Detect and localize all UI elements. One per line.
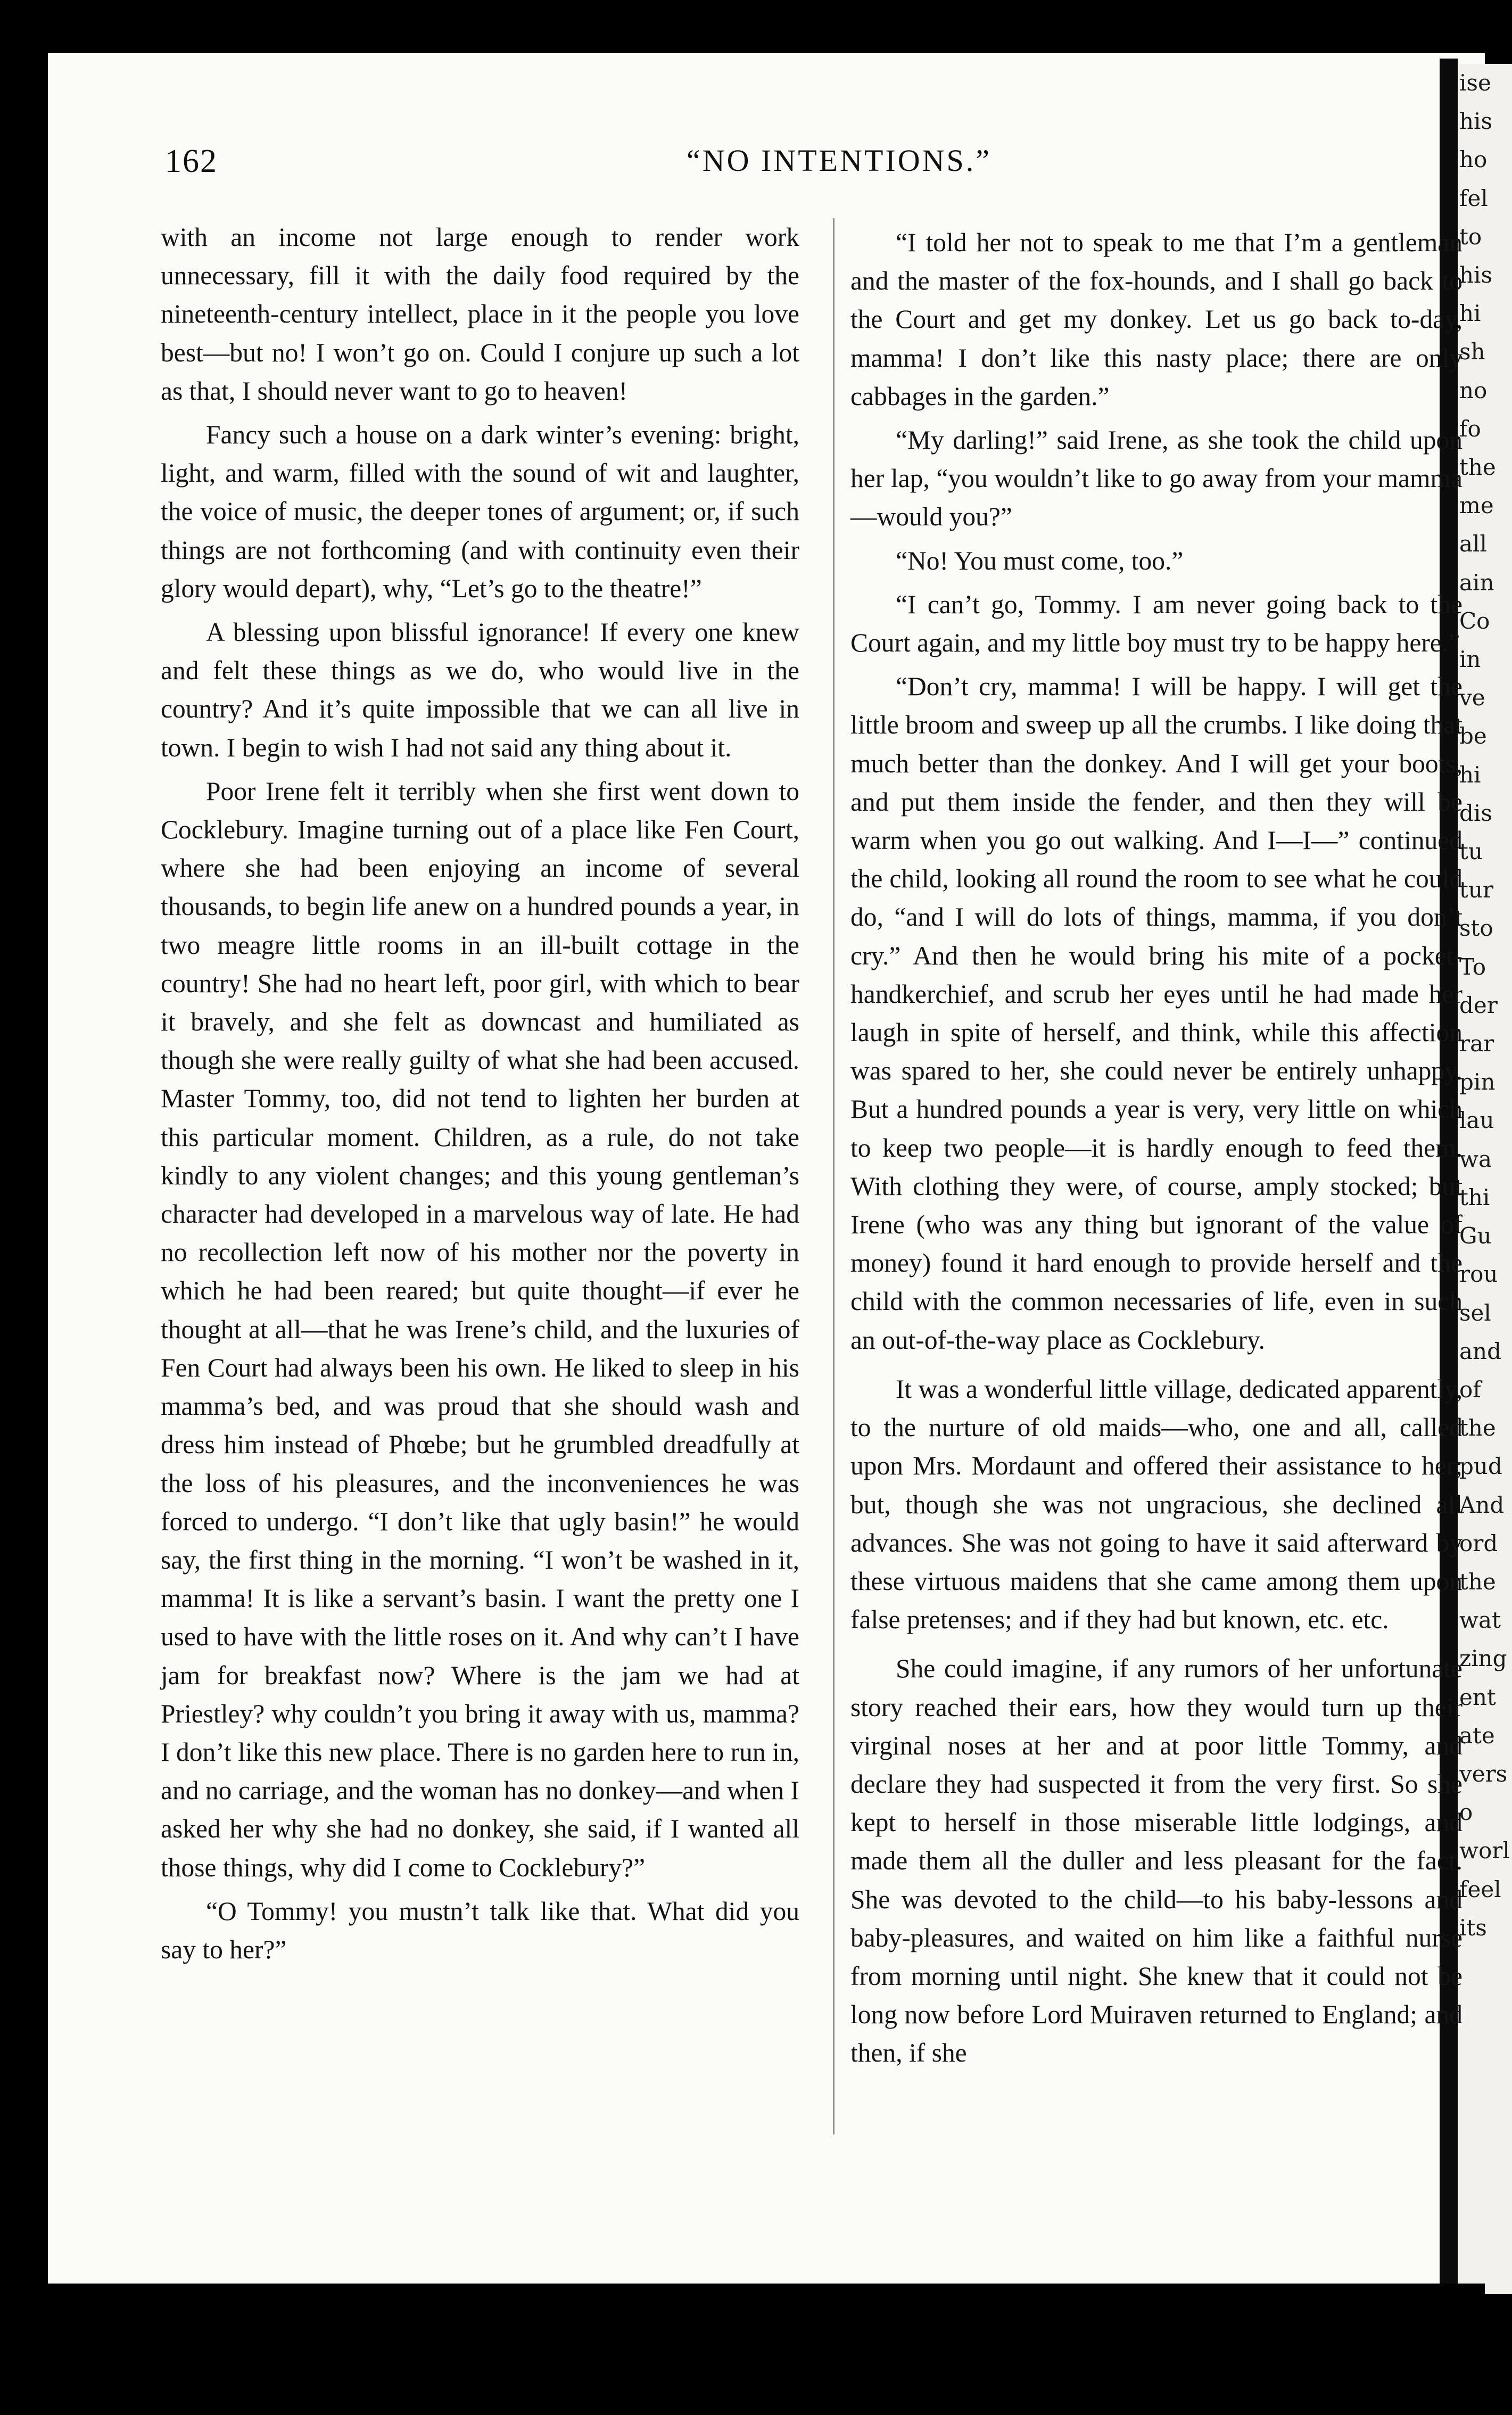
- edge-fragment: dis: [1459, 799, 1492, 826]
- paragraph: She could imagine, if any rumors of her unfortunate story reached their ears, how they would turn up their virginal noses at her and at poor little Tommy, and declare they had suspected it from the very first. So she kept to herself in those miserable little lodgings, and made them all the duller and less pleasant for the fact. She was devoted to the child—to his baby-lessons and baby-pleasures, and waited on him like a faithful nurse from morning until night. She knew that it could not be long now before Lord Muiraven returned to England; and then, if she: [850, 1654, 1463, 2068]
- paragraph: “Don’t cry, mamma! I will be happy. I will get the little broom and sweep up all the crumbs. I like doing that much better than the donkey. And I will get your boots, and put them inside the fender, and then they will be warm when you go out walking. And I—I—” continued the child, looking all round the room to see what he could do, “and I will do lots of things, mamma, if you don’t cry.” And then he would bring his mite of a pocket-handkerchief, and scrub her eyes until he had made her laugh in spite of herself, and think, while this affection was spared to her, she could never be entirely unhappy. But a hundred pounds a year is very, very little on which to keep two people—it is hardly enough to feed them. With clothing they were, of course, amply stocked; but Irene (who was any thing but ignorant of the value of money) found it hard enough to provide herself and the child with the common necessaries of life, even in such an out-of-the-way place as Cocklebury.: [850, 672, 1463, 1355]
- edge-fragment: pud: [1459, 1453, 1502, 1480]
- edge-fragment: zing: [1459, 1645, 1507, 1672]
- edge-fragment: sel: [1459, 1299, 1491, 1326]
- edge-fragment: fel: [1459, 185, 1488, 211]
- paragraph: “I told her not to speak to me that I’m a gentleman and the master of the fox-hounds, and I shall go back to the Court and get my donkey. Let us go back to-day, mamma! I don’t like this nasty place; there are only cabbages in the garden.”: [850, 228, 1463, 411]
- edge-fragment: the: [1459, 1415, 1496, 1441]
- edge-fragment: Co: [1459, 607, 1490, 634]
- edge-fragment: feel: [1459, 1876, 1501, 1902]
- edge-fragment: tur: [1459, 877, 1494, 903]
- edge-fragment: lau: [1459, 1107, 1494, 1134]
- edge-fragment: fo: [1459, 415, 1481, 442]
- scan-border: [48, 2284, 1485, 2411]
- paragraph: “O Tommy! you mustn’t talk like that. What did you say to her?”: [161, 1896, 799, 1964]
- edge-fragment: der: [1459, 992, 1498, 1018]
- edge-fragment: be: [1459, 723, 1487, 749]
- edge-fragment: wat: [1459, 1607, 1501, 1634]
- edge-fragment: ve: [1459, 685, 1485, 711]
- edge-fragment: vers: [1459, 1760, 1508, 1787]
- edge-fragment: And: [1459, 1491, 1505, 1518]
- edge-fragment: of: [1459, 1376, 1481, 1403]
- adjacent-page-edge: [1459, 64, 1512, 2294]
- edge-fragment: to: [1459, 223, 1482, 250]
- edge-fragment: the: [1459, 1568, 1496, 1595]
- edge-fragment: sh: [1459, 339, 1485, 365]
- edge-fragment: hi: [1459, 761, 1481, 788]
- edge-fragment: ise: [1459, 70, 1491, 96]
- edge-fragment: ho: [1459, 146, 1488, 173]
- left-column: [161, 218, 799, 1969]
- edge-fragment: worl: [1459, 1837, 1510, 1864]
- edge-fragment: the: [1459, 454, 1496, 481]
- edge-fragment: o: [1459, 1799, 1473, 1826]
- edge-fragment: its: [1459, 1914, 1487, 1941]
- edge-fragment: ent: [1459, 1684, 1496, 1710]
- edge-fragment: pin: [1459, 1069, 1496, 1095]
- paragraph: “My darling!” said Irene, as she took the child upon her lap, “you wouldn’t like to go away from your mamma—would you?”: [850, 425, 1463, 532]
- edge-fragment: thi: [1459, 1184, 1490, 1210]
- edge-fragment: no: [1459, 377, 1488, 403]
- edge-fragment: To: [1459, 953, 1486, 980]
- edge-fragment: rar: [1459, 1031, 1494, 1057]
- paragraph: A blessing upon blissful ignorance! If every one knew and felt these things as we do, who would live in the country? And it’s quite impossible that we can all live in town. I begin to wish I had not said any thing about it.: [161, 617, 799, 762]
- edge-fragment: all: [1459, 531, 1487, 557]
- edge-fragment: his: [1459, 108, 1493, 135]
- paragraph: Fancy such a house on a dark winter’s evening: bright, light, and warm, filled with the sound of wit and laughter, the voice of music, the deeper tones of argument; or, if such things are not forthcoming (and with continuity even their glory would depart), why, “Let’s go to the theatre!”: [161, 420, 799, 603]
- running-head: “NO INTENTIONS.”: [687, 143, 992, 178]
- edge-fragment: his: [1459, 262, 1493, 289]
- edge-fragment: ain: [1459, 569, 1494, 596]
- edge-fragment: and: [1459, 1338, 1501, 1364]
- edge-fragment: ate: [1459, 1722, 1495, 1749]
- edge-fragment: wa: [1459, 1145, 1492, 1172]
- edge-fragment: hi: [1459, 300, 1481, 327]
- paragraph: “No! You must come, too.”: [896, 546, 1184, 575]
- edge-fragment: in: [1459, 646, 1481, 673]
- page-number: 162: [165, 143, 218, 179]
- paragraph: It was a wonderful little village, dedicated apparently, to the nurture of old maids—who, one and all, called upon Mrs. Mordaunt and offered their assistance to her; but, though she was not ungracious, she declined all advances. She was not going to have it said afterward by these virtuous maidens that she came among them upon false pretenses; and if they had but known, etc. etc.: [850, 1374, 1463, 1635]
- edge-fragment: tu: [1459, 838, 1483, 865]
- right-column: [850, 218, 1463, 2073]
- edge-fragment: Gu: [1459, 1223, 1492, 1249]
- page-header: [0, 0, 1394, 179]
- edge-fragment: me: [1459, 492, 1494, 519]
- paragraph: Poor Irene felt it terribly when she first went down to Cocklebury. Imagine turning out of a place like Fen Court, where she had been enjoying an income of several thousands, to begin life anew on a hundred pounds a year, in two meagre little rooms in an ill-built cottage in the country! She had no heart left, poor girl, with which to bear it bravely, and she felt as downcast and humiliated as though she were really guilty of what she had been accused. Master Tommy, too, did not tend to lighten her burden at this particular moment. Children, as a rule, do not take kindly to any violent changes; and this young gentleman’s character had developed in a marvelous way of late. He had no recollection left now of his mother nor the poverty in which he had been reared; but quite thought—if ever he thought at all—that he was Irene’s child, and the luxuries of Fen Court had always been his own. He liked to sleep in his mamma’s bed, and was proud that she should wash and dress him instead of Phœbe; but he grumbled dreadfully at the loss of his pleasures, and the inconveniences he was forced to undergo. “I don’t like that ugly basin!” he would say, the first thing in the morning. “I won’t be washed in it, mamma! It is like a servant’s basin. I want the pretty one I used to have with the little roses on it. And why can’t I have jam for breakfast now? Where is the jam we had at Priestley? why couldn’t you bring it away with us, mamma? I don’t like this new place. There is no garden here to run in, and no carriage, and the woman has no donkey—and when I asked her why she had no donkey, she said, if I wanted all those things, why did I come to Cocklebury?”: [161, 776, 799, 1882]
- edge-fragment: rou: [1459, 1261, 1498, 1288]
- paragraph: “I can’t go, Tommy. I am never going back to the Court again, and my little boy must try to be happy here.”: [850, 589, 1463, 658]
- paragraph: with an income not large enough to render work unnecessary, fill it with the daily food required by the nineteenth-century intellect, place in it the people you love best—but no! I won’t go on. Could I conjure up such a lot as that, I should never want to go to heaven!: [161, 222, 799, 406]
- column-divider: [833, 218, 835, 2134]
- edge-fragment: ord: [1459, 1530, 1498, 1556]
- edge-fragment: sto: [1459, 915, 1493, 942]
